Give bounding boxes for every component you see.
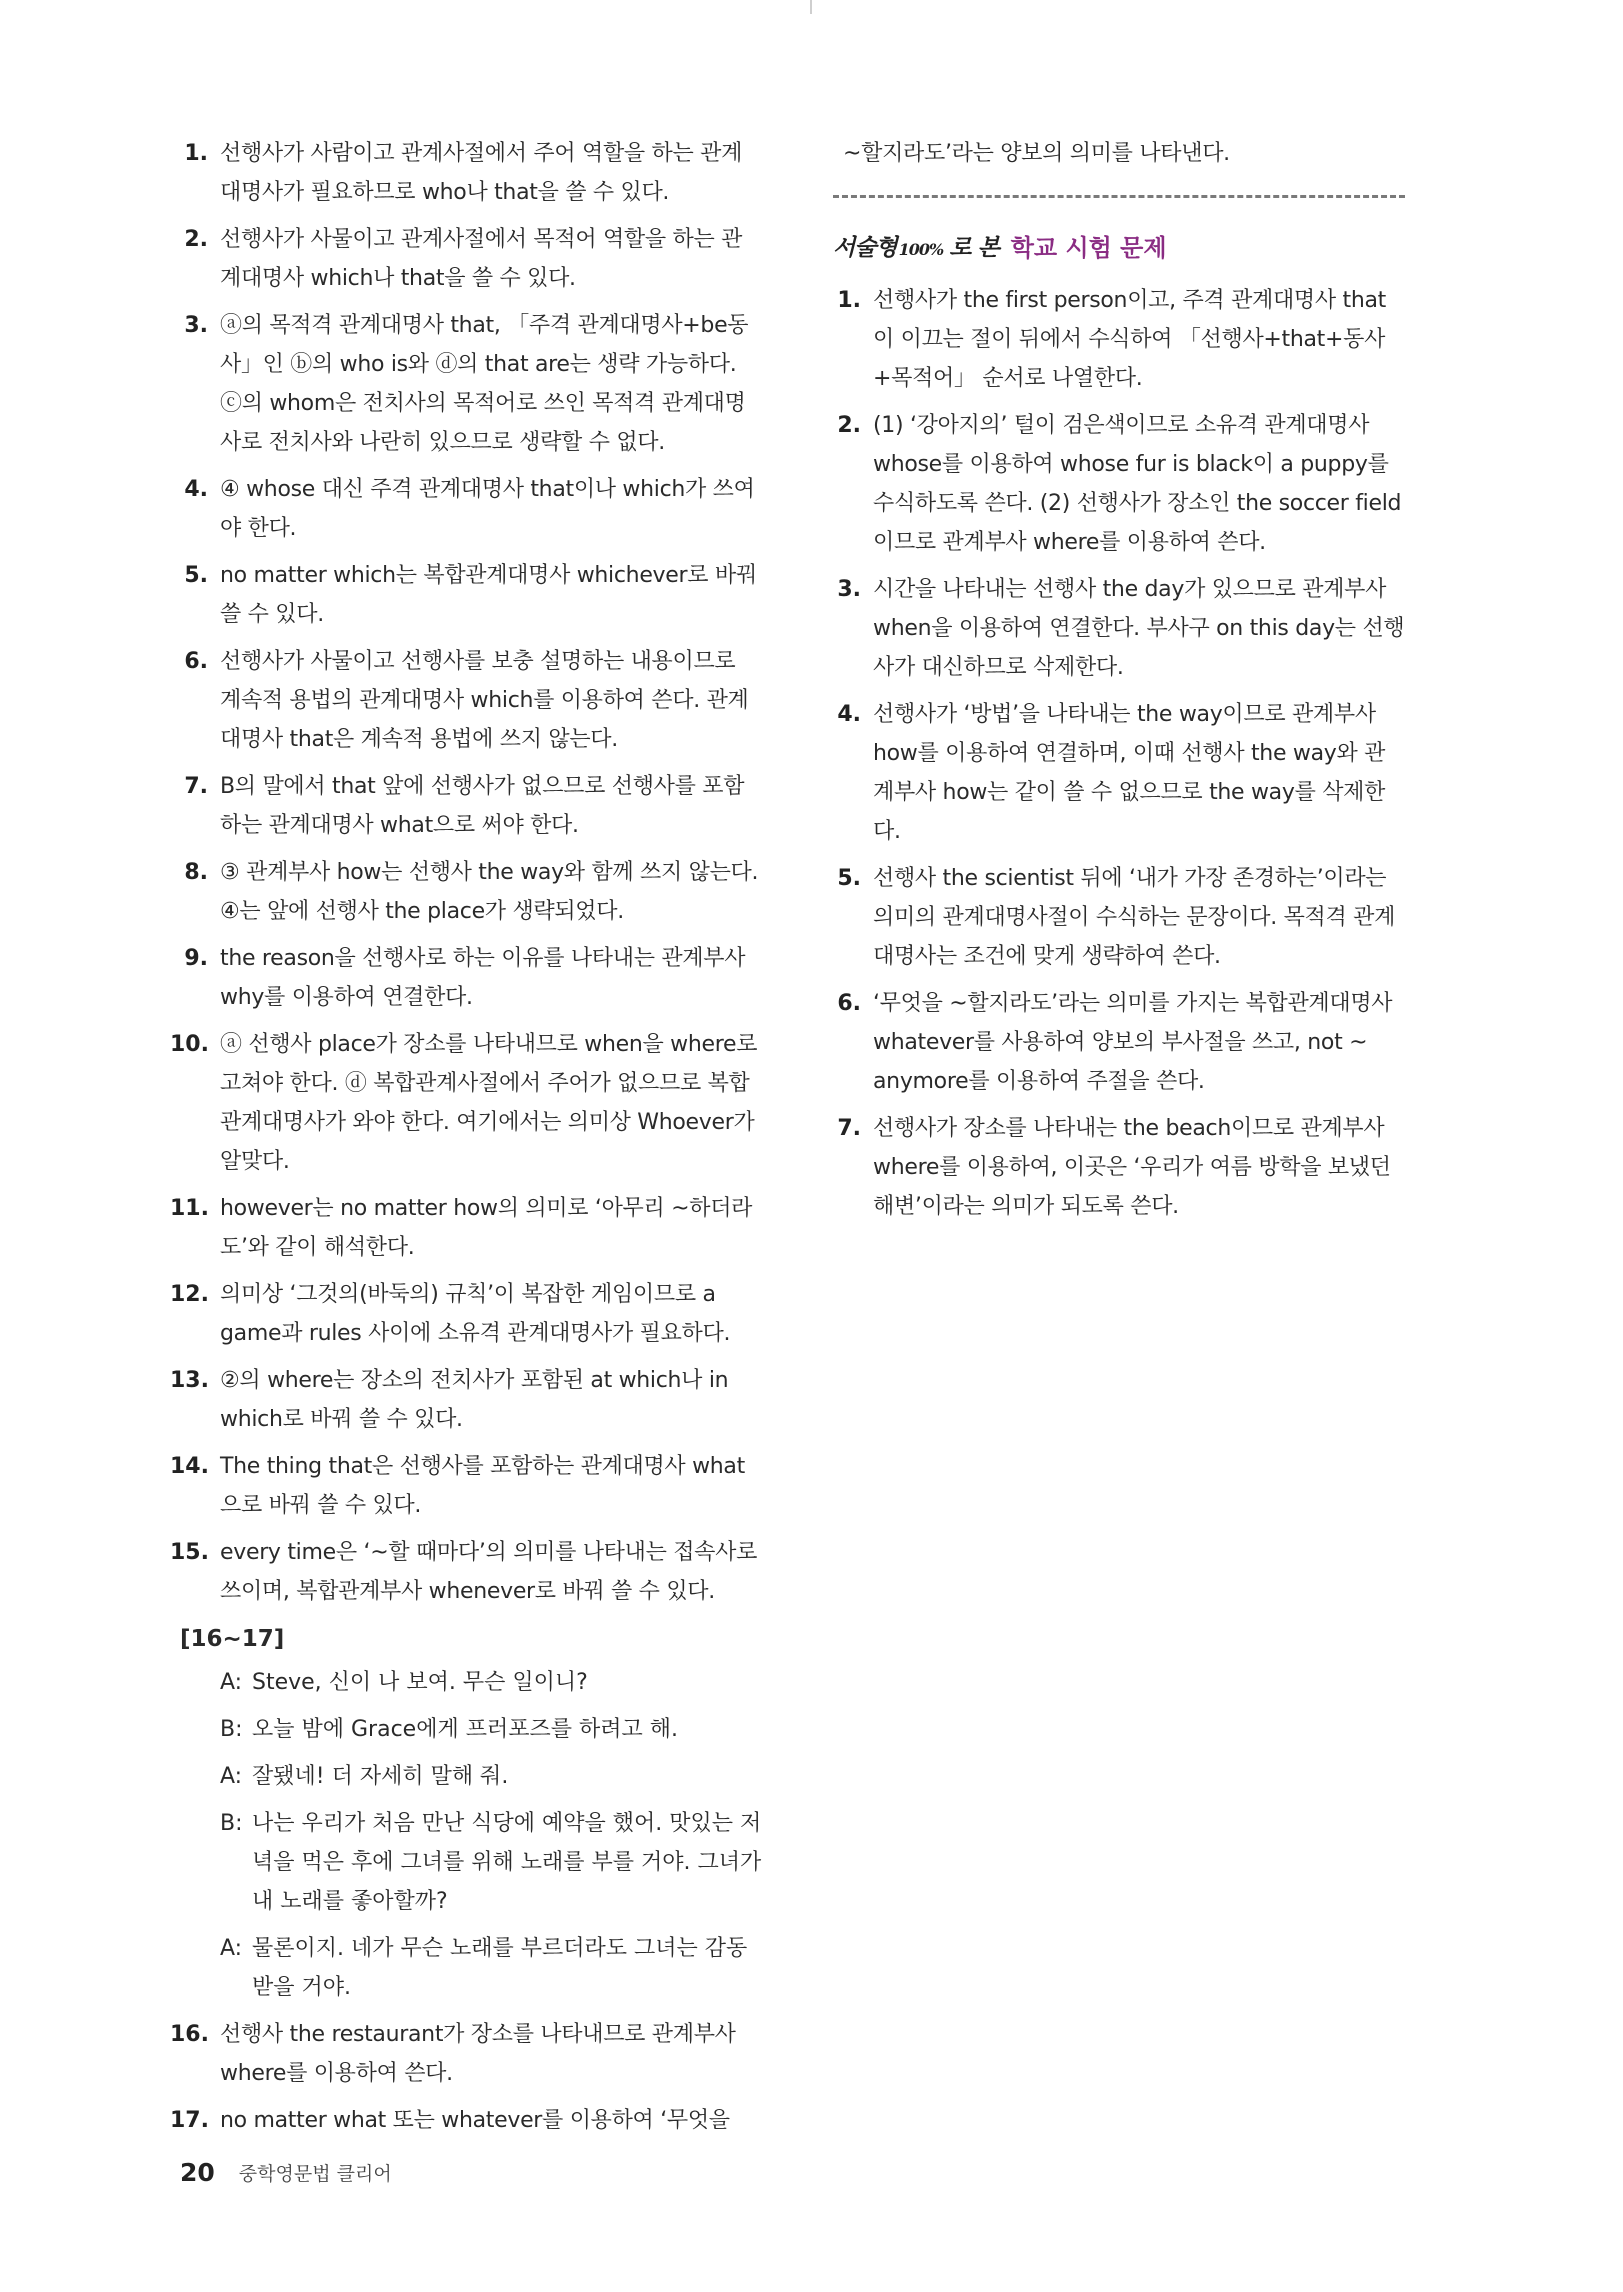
answer-text: ⓐ의 목적격 관계대명사 that, 「주격 관계대명사+be동사」인 ⓑ의 who is와 ⓓ의 that are는 생략 가능하다. ⓒ의 whom은 전치사의 목적어로 쓰인 목적격 관계대명사로 전치사와 나란히 있으므로 생략할 수 없다. [220, 313, 749, 455]
answer-item [170, 1189, 762, 1267]
dialog-speaker: A: [220, 1670, 243, 1695]
answer-item [170, 2015, 762, 2093]
right-column [833, 134, 1405, 1234]
answer-item [180, 853, 762, 931]
answer-item [170, 2101, 762, 2140]
answer-number: 1. [837, 288, 861, 313]
answer-item [833, 695, 1405, 851]
dialog-speaker: A: [220, 1936, 243, 1961]
dialog-text: Steve, 신이 나 보여. 무슨 일이니? [252, 1670, 588, 1695]
answer-text: the reason을 선행사로 하는 이유를 나타내는 관계부사 why를 이용하여 연결한다. [220, 946, 746, 1010]
book-title: 중학영문법 클리어 [238, 2163, 392, 2185]
dialog-line [220, 1710, 762, 1749]
dialog-block [180, 1663, 762, 2007]
answer-text: (1) ‘강아지의’ 털이 검은색이므로 소유격 관계대명사 whose를 이용하여 whose fur is black이 a puppy를 수식하도록 쓴다. (2) 선행사가 장소인 the soccer field이므로 관계부사 where를 이용하여 쓴다. [873, 413, 1402, 555]
answer-item [170, 1447, 762, 1525]
dashed-divider [833, 195, 1405, 198]
answer-number: 4. [837, 702, 861, 727]
answer-number: 14. [170, 1454, 209, 1479]
answer-number: 5. [837, 866, 861, 891]
answer-text: no matter what 또는 whatever를 이용하여 ‘무엇을 [220, 2108, 730, 2133]
answer-item [833, 859, 1405, 976]
answer-text: 선행사가 장소를 나타내는 the beach이므로 관계부사 where를 이용하여, 이곳은 ‘우리가 여름 방학을 보냈던 해변’이라는 의미가 되도록 쓴다. [873, 1116, 1391, 1219]
answer-text: ⓐ 선행사 place가 장소를 나타내므로 when을 where로 고쳐야 한다. ⓓ 복합관계사절에서 주어가 없으므로 복합관계대명사가 와야 한다. 여기에서는 의미상 Whoever가 알맞다. [220, 1032, 758, 1174]
answer-text: 선행사가 the first person이고, 주격 관계대명사 that이 이끄는 절이 뒤에서 수식하여 「선행사+that+동사+목적어」 순서로 나열한다. [873, 288, 1387, 391]
answer-item [180, 939, 762, 1017]
crop-mark [810, 0, 812, 14]
answer-item [170, 1533, 762, 1611]
answer-number: 12. [170, 1282, 209, 1307]
answer-item [170, 1025, 762, 1181]
dialog-line [220, 1757, 762, 1796]
answer-item [833, 570, 1405, 687]
answer-text: 선행사 the restaurant가 장소를 나타내므로 관계부사 where를 이용하여 쓴다. [220, 2022, 736, 2086]
answer-number: 2. [184, 227, 208, 252]
answer-number: 7. [184, 774, 208, 799]
answer-text: 의미상 ‘그것의(바둑의) 규칙’이 복잡한 게임이므로 a game과 rules 사이에 소유격 관계대명사가 필요하다. [220, 1282, 731, 1346]
answer-item [180, 134, 762, 212]
answer-number: 16. [170, 2022, 209, 2047]
answer-item [170, 1361, 762, 1439]
dialog-text: 나는 우리가 처음 만난 식당에 예약을 했어. 맛있는 저녁을 먹은 후에 그녀를 위해 노래를 부를 거야. 그녀가 내 노래를 좋아할까? [252, 1811, 762, 1914]
answer-number: 17. [170, 2108, 209, 2133]
page-footer [180, 2158, 392, 2187]
answer-number: 10. [170, 1032, 209, 1057]
answer-number: 9. [184, 946, 208, 971]
answer-number: 1. [184, 141, 208, 166]
answer-item [180, 767, 762, 845]
answer-text: ‘무엇을 ~할지라도’라는 의미를 가지는 복합관계대명사 whatever를 사용하여 양보의 부사절을 쓰고, not ~ anymore를 이용하여 주절을 쓴다. [873, 991, 1393, 1094]
left-answer-list [170, 134, 762, 1611]
answer-number: 5. [184, 563, 208, 588]
answer-item [170, 1275, 762, 1353]
answer-number: 4. [184, 477, 208, 502]
answer-item [180, 306, 762, 462]
answer-text: 선행사가 사물이고 선행사를 보충 설명하는 내용이므로 계속적 용법의 관계대명사 which를 이용하여 쓴다. 관계대명사 that은 계속적 용법에 쓰지 않는다. [220, 649, 749, 752]
left-column [170, 134, 762, 2148]
answer-text: ③ 관계부사 how는 선행사 the way와 함께 쓰지 않는다. ④는 앞에 선행사 the place가 생략되었다. [220, 860, 759, 924]
dialog-text: 잘됐네! 더 자세히 말해 줘. [252, 1764, 509, 1789]
answer-item [180, 470, 762, 548]
answer-item [180, 642, 762, 759]
dialog-speaker: B: [220, 1811, 243, 1836]
dialog-speaker: B: [220, 1717, 243, 1742]
left-answer-list-2 [170, 2015, 762, 2140]
answer-number: 6. [184, 649, 208, 674]
right-answer-list [833, 281, 1405, 1226]
dialog-line [220, 1804, 762, 1921]
answer-number: 8. [184, 860, 208, 885]
answer-number: 7. [837, 1116, 861, 1141]
answer-number: 3. [837, 577, 861, 602]
badge-percent: 100% [898, 240, 944, 259]
answer-item [833, 406, 1405, 562]
answer-text: 선행사 the scientist 뒤에 ‘내가 가장 존경하는’이라는 의미의 관계대명사절이 수식하는 문장이다. 목적격 관계대명사는 조건에 맞게 생략하여 쓴다. [873, 866, 1396, 969]
continuation-text: ~할지라도’라는 양보의 의미를 나타낸다. [843, 141, 1230, 166]
answer-text: B의 말에서 that 앞에 선행사가 없으므로 선행사를 포함하는 관계대명사 what으로 써야 한다. [220, 774, 745, 838]
answer-text: 시간을 나타내는 선행사 the day가 있으므로 관계부사 when을 이용하여 연결한다. 부사구 on this day는 선행사가 대신하므로 삭제한다. [873, 577, 1405, 680]
answer-text: 선행사가 사물이고 관계사절에서 목적어 역할을 하는 관계대명사 which나 that을 쓸 수 있다. [220, 227, 743, 291]
answer-number: 13. [170, 1368, 209, 1393]
answer-number: 6. [837, 991, 861, 1016]
answer-text: 선행사가 사람이고 관계사절에서 주어 역할을 하는 관계대명사가 필요하므로 who나 that을 쓸 수 있다. [220, 141, 743, 205]
section-title: 학교 시험 문제 [1010, 234, 1167, 262]
answer-text: ②의 where는 장소의 전치사가 포함된 at which나 in which로 바꿔 쓸 수 있다. [220, 1368, 729, 1432]
dialog-text: 물론이지. 네가 무슨 노래를 부르더라도 그녀는 감동받을 거야. [252, 1936, 748, 2000]
answer-text: The thing that은 선행사를 포함하는 관계대명사 what으로 바꿔 쓸 수 있다. [220, 1454, 745, 1518]
answer-item [833, 984, 1405, 1101]
answer-item [833, 281, 1405, 398]
dialog-text: 오늘 밤에 Grace에게 프러포즈를 하려고 해. [252, 1717, 678, 1742]
dialog-line [220, 1929, 762, 2007]
badge-suffix: 로 본 [949, 234, 999, 261]
answer-text: no matter which는 복합관계대명사 whichever로 바꿔 쓸 수 있다. [220, 563, 757, 627]
badge-main: 서술형 [833, 234, 897, 261]
answer-text: 선행사가 ‘방법’을 나타내는 the way이므로 관계부사 how를 이용하여 연결하며, 이때 선행사 the way와 관계부사 how는 같이 쓸 수 없으므로 the way를 삭제한다. [873, 702, 1386, 844]
answer-number: 11. [170, 1196, 209, 1221]
answer-text: however는 no matter how의 의미로 ‘아무리 ~하더라도’와 같이 해석한다. [220, 1196, 753, 1260]
answer-text: every time은 ‘~할 때마다’의 의미를 나타내는 접속사로 쓰이며, 복합관계부사 whenever로 바꿔 쓸 수 있다. [220, 1540, 758, 1604]
answer-item [180, 220, 762, 298]
section-badge [833, 229, 999, 262]
section-16-17-label: [16~17] [180, 1626, 285, 1652]
answer-item [180, 556, 762, 634]
page-number: 20 [180, 2158, 215, 2187]
answer-number: 15. [170, 1540, 209, 1565]
dialog-line [220, 1663, 762, 1702]
section-header [833, 228, 1405, 263]
answer-number: 3. [184, 313, 208, 338]
answer-item [833, 1109, 1405, 1226]
dialog-speaker: A: [220, 1764, 243, 1789]
answer-text: ④ whose 대신 주격 관계대명사 that이나 which가 쓰여야 한다. [220, 477, 755, 541]
answer-number: 2. [837, 413, 861, 438]
